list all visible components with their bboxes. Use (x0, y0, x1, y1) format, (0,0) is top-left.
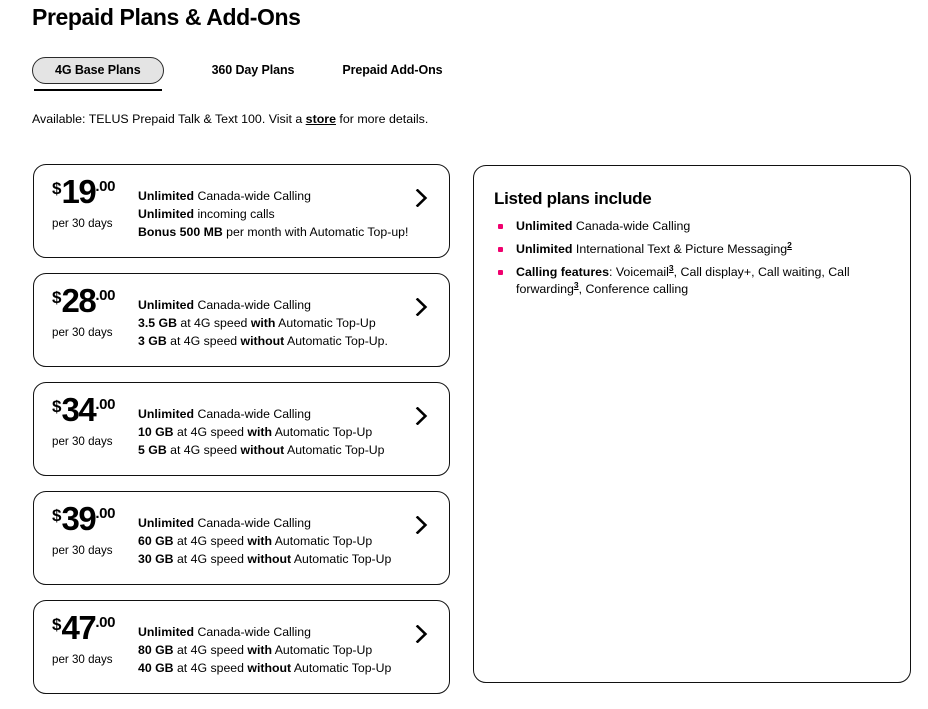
feature-text: per month with Automatic Top-up! (222, 225, 409, 239)
price-cents: .00 (95, 287, 116, 304)
feature-emphasis: Unlimited (138, 207, 195, 221)
plan-feature-line (138, 187, 433, 205)
price-amount: 28 (61, 282, 96, 319)
include-item-text: , Call display+, Call waiting, Call forwarding (516, 265, 850, 296)
plan-price-block (34, 165, 138, 231)
price-period: per 30 days (52, 435, 113, 449)
feature-emphasis: 3.5 GB (138, 316, 177, 330)
feature-emphasis: 40 GB (138, 661, 174, 675)
feature-emphasis: 60 GB (138, 534, 174, 548)
chevron-right-icon[interactable] (415, 298, 429, 316)
feature-text: at 4G speed (173, 643, 248, 657)
plan-card[interactable] (33, 600, 450, 694)
feature-text: Automatic Top-Up (275, 316, 376, 330)
feature-text: Canada-wide Calling (194, 407, 311, 421)
feature-text: Automatic Top-Up. (284, 334, 388, 348)
include-item-emphasis: Unlimited (516, 219, 573, 233)
plan-feature-line (138, 550, 433, 568)
bullet-icon (498, 224, 503, 229)
plan-price-block (34, 492, 138, 558)
feature-emphasis: 30 GB (138, 552, 174, 566)
tab-360-day-plans[interactable] (212, 57, 295, 83)
include-item-text: Canada-wide Calling (572, 219, 691, 233)
include-item-text: : Voicemail (608, 265, 669, 279)
plan-features (138, 492, 449, 568)
chevron-right-icon[interactable] (415, 189, 429, 207)
feature-text: Canada-wide Calling (194, 189, 311, 203)
plan-price-block (34, 601, 138, 667)
plan-features (138, 274, 449, 350)
price-period: per 30 days (52, 653, 113, 667)
plan-price (52, 173, 138, 210)
feature-emphasis: without (247, 552, 292, 566)
include-item-text: International Text & Picture Messaging (572, 242, 788, 256)
feature-text: Automatic Top-Up (291, 552, 392, 566)
feature-text: at 4G speed (166, 443, 241, 457)
feature-emphasis: with (247, 643, 272, 657)
plan-feature-line (138, 659, 433, 677)
tab-label: Prepaid Add-Ons (342, 63, 443, 77)
price-currency-symbol: $ (52, 506, 62, 525)
tab-label: 4G Base Plans (32, 57, 164, 84)
price-amount: 39 (61, 500, 96, 537)
include-item-text: , Conference calling (578, 282, 689, 296)
chevron-right-icon[interactable] (415, 625, 429, 643)
plans-list (33, 164, 450, 709)
price-cents: .00 (95, 505, 116, 522)
plan-price (52, 282, 138, 319)
price-cents: .00 (95, 396, 116, 413)
price-currency-symbol: $ (52, 397, 62, 416)
availability-suffix: for more details. (335, 112, 429, 126)
feature-emphasis: without (240, 334, 285, 348)
feature-emphasis: 3 GB (138, 334, 167, 348)
feature-text: at 4G speed (173, 534, 248, 548)
store-link[interactable]: store (305, 112, 336, 126)
price-period: per 30 days (52, 217, 113, 231)
price-amount: 47 (61, 609, 96, 646)
plan-price (52, 609, 138, 646)
feature-text: at 4G speed (166, 334, 241, 348)
include-feature-list (495, 218, 892, 304)
availability-prefix: Available: TELUS Prepaid Talk & Text 100. Visit a (32, 112, 306, 126)
plan-feature-line (138, 423, 433, 441)
plan-feature-line (138, 223, 433, 241)
availability-note (32, 111, 428, 127)
include-item-emphasis: Calling features (516, 265, 609, 279)
feature-text: incoming calls (194, 207, 275, 221)
include-item-emphasis: Unlimited (516, 242, 573, 256)
bullet-icon (498, 270, 503, 275)
plan-feature-line (138, 514, 433, 532)
bullet-icon (498, 247, 503, 252)
plan-features (138, 383, 449, 459)
feature-text: Automatic Top-Up (284, 443, 385, 457)
include-list-item (495, 264, 892, 298)
listed-plans-include-panel (473, 165, 911, 683)
include-list-item (495, 241, 892, 258)
feature-text: Automatic Top-Up (271, 534, 373, 548)
feature-emphasis: Bonus 500 MB (138, 225, 223, 239)
plan-price-block (34, 274, 138, 340)
page-title: Prepaid Plans & Add-Ons (32, 4, 301, 30)
price-currency-symbol: $ (52, 288, 62, 307)
feature-text: at 4G speed (173, 425, 248, 439)
feature-emphasis: Unlimited (138, 298, 195, 312)
plan-feature-line (138, 532, 433, 550)
price-cents: .00 (95, 178, 116, 195)
tab-prepaid-add-ons[interactable] (342, 57, 442, 83)
footnote-marker[interactable]: 3 (668, 262, 674, 273)
active-tab-underline (34, 89, 162, 91)
feature-emphasis: 80 GB (138, 643, 174, 657)
plan-feature-line (138, 405, 433, 423)
feature-emphasis: Unlimited (138, 407, 195, 421)
feature-emphasis: with (247, 425, 272, 439)
plan-card[interactable] (33, 491, 450, 585)
price-currency-symbol: $ (52, 615, 62, 634)
feature-emphasis: Unlimited (138, 189, 195, 203)
plan-feature-line (138, 314, 433, 332)
feature-text: at 4G speed (173, 661, 248, 675)
feature-text: at 4G speed (176, 316, 251, 330)
plan-feature-line (138, 332, 433, 350)
plan-price-block (34, 383, 138, 449)
footnote-marker[interactable]: 3 (573, 279, 579, 290)
tab-label: 360 Day Plans (211, 63, 295, 77)
price-currency-symbol: $ (52, 179, 62, 198)
price-period: per 30 days (52, 326, 113, 340)
plan-card[interactable] (33, 164, 450, 258)
feature-emphasis: Unlimited (138, 625, 195, 639)
plan-card[interactable] (33, 382, 450, 476)
footnote-marker[interactable]: 2 (787, 239, 792, 250)
chevron-right-icon[interactable] (415, 407, 429, 425)
feature-emphasis: with (247, 534, 272, 548)
plan-features (138, 601, 449, 677)
plan-price (52, 500, 138, 537)
feature-emphasis: Unlimited (138, 516, 195, 530)
feature-text: Canada-wide Calling (194, 298, 311, 312)
feature-text: Automatic Top-Up (271, 643, 373, 657)
price-cents: .00 (95, 614, 116, 631)
price-period: per 30 days (52, 544, 113, 558)
feature-text: Automatic Top-Up (291, 661, 392, 675)
plan-feature-line (138, 623, 433, 641)
feature-emphasis: 5 GB (138, 443, 167, 457)
plan-feature-line (138, 641, 433, 659)
feature-emphasis: with (250, 316, 276, 330)
plan-category-tabs (32, 57, 443, 84)
feature-emphasis: 10 GB (138, 425, 174, 439)
include-list-item (495, 218, 892, 235)
plan-features (138, 165, 449, 241)
plan-feature-line (138, 441, 433, 459)
plan-feature-line (138, 296, 433, 314)
include-panel-title: Listed plans include (494, 189, 652, 208)
chevron-right-icon[interactable] (415, 516, 429, 534)
tab-4g-base-plans[interactable] (32, 57, 164, 84)
feature-text: Canada-wide Calling (194, 625, 311, 639)
plan-card[interactable] (33, 273, 450, 367)
price-amount: 34 (61, 391, 96, 428)
feature-text: Automatic Top-Up (271, 425, 373, 439)
plan-feature-line (138, 205, 433, 223)
feature-text: at 4G speed (173, 552, 248, 566)
feature-text: Canada-wide Calling (194, 516, 311, 530)
price-amount: 19 (61, 173, 96, 210)
feature-emphasis: without (240, 443, 285, 457)
feature-emphasis: without (247, 661, 292, 675)
plan-price (52, 391, 138, 428)
